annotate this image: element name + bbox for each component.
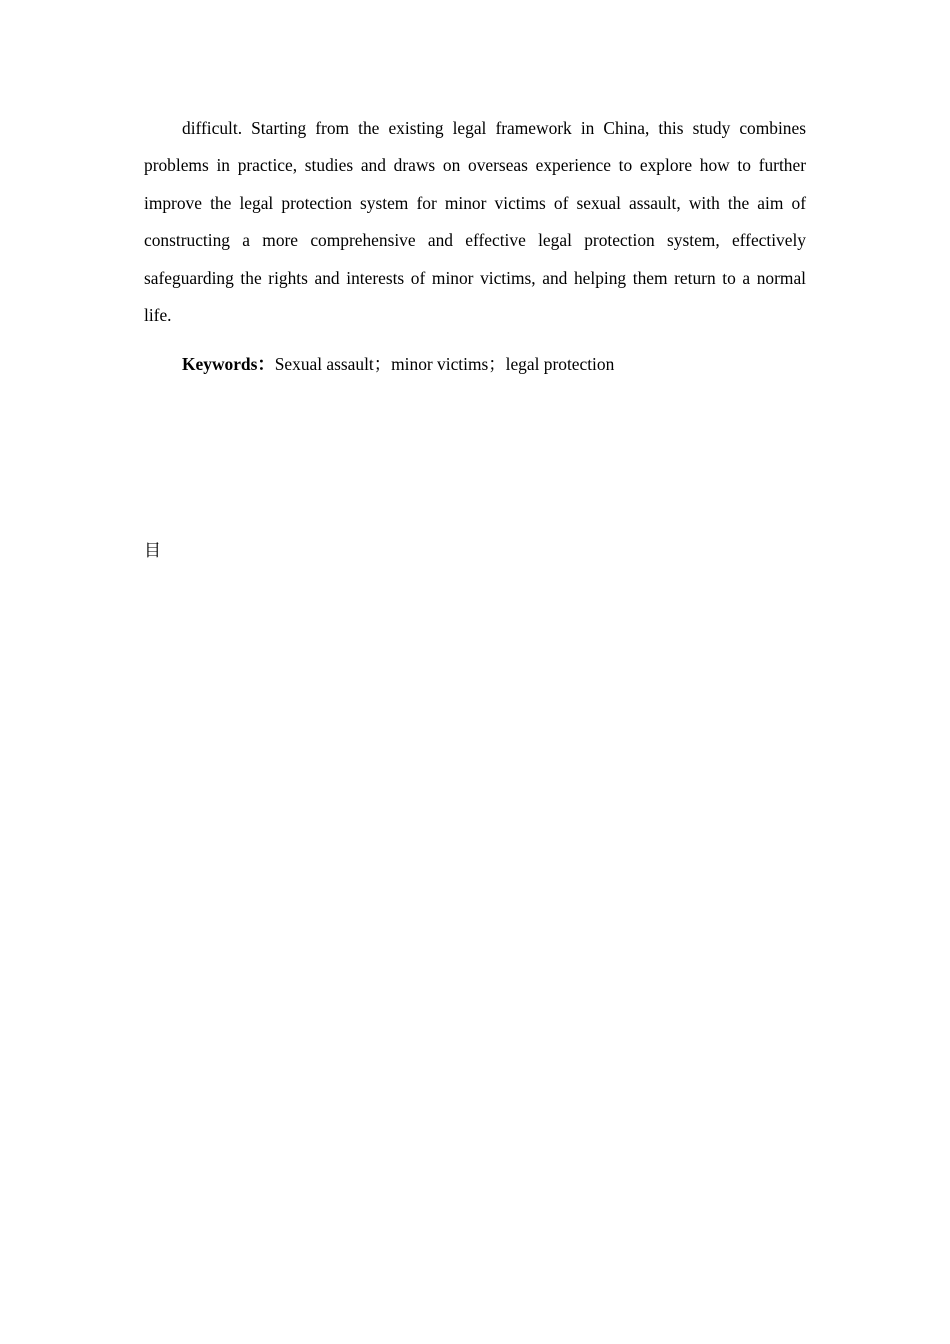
keywords-line [182,346,614,382]
toc-heading: 目 [144,541,161,561]
abstract-paragraph: difficult. Starting from the existing legal framework in China, this study combines problems in practice, studies and draws on overseas experience to explore how to further improve the legal protection system for minor victims of sexual assault, with the aim of constructing a more comprehensive and effective legal protection system, effectively safeguarding the rights and interests of minor victims, and helping them return to a normal life. [144,118,806,326]
keywords-label: Keywords： [182,354,275,374]
keywords-items: Sexual assault；minor victims；legal protection [274,354,615,374]
